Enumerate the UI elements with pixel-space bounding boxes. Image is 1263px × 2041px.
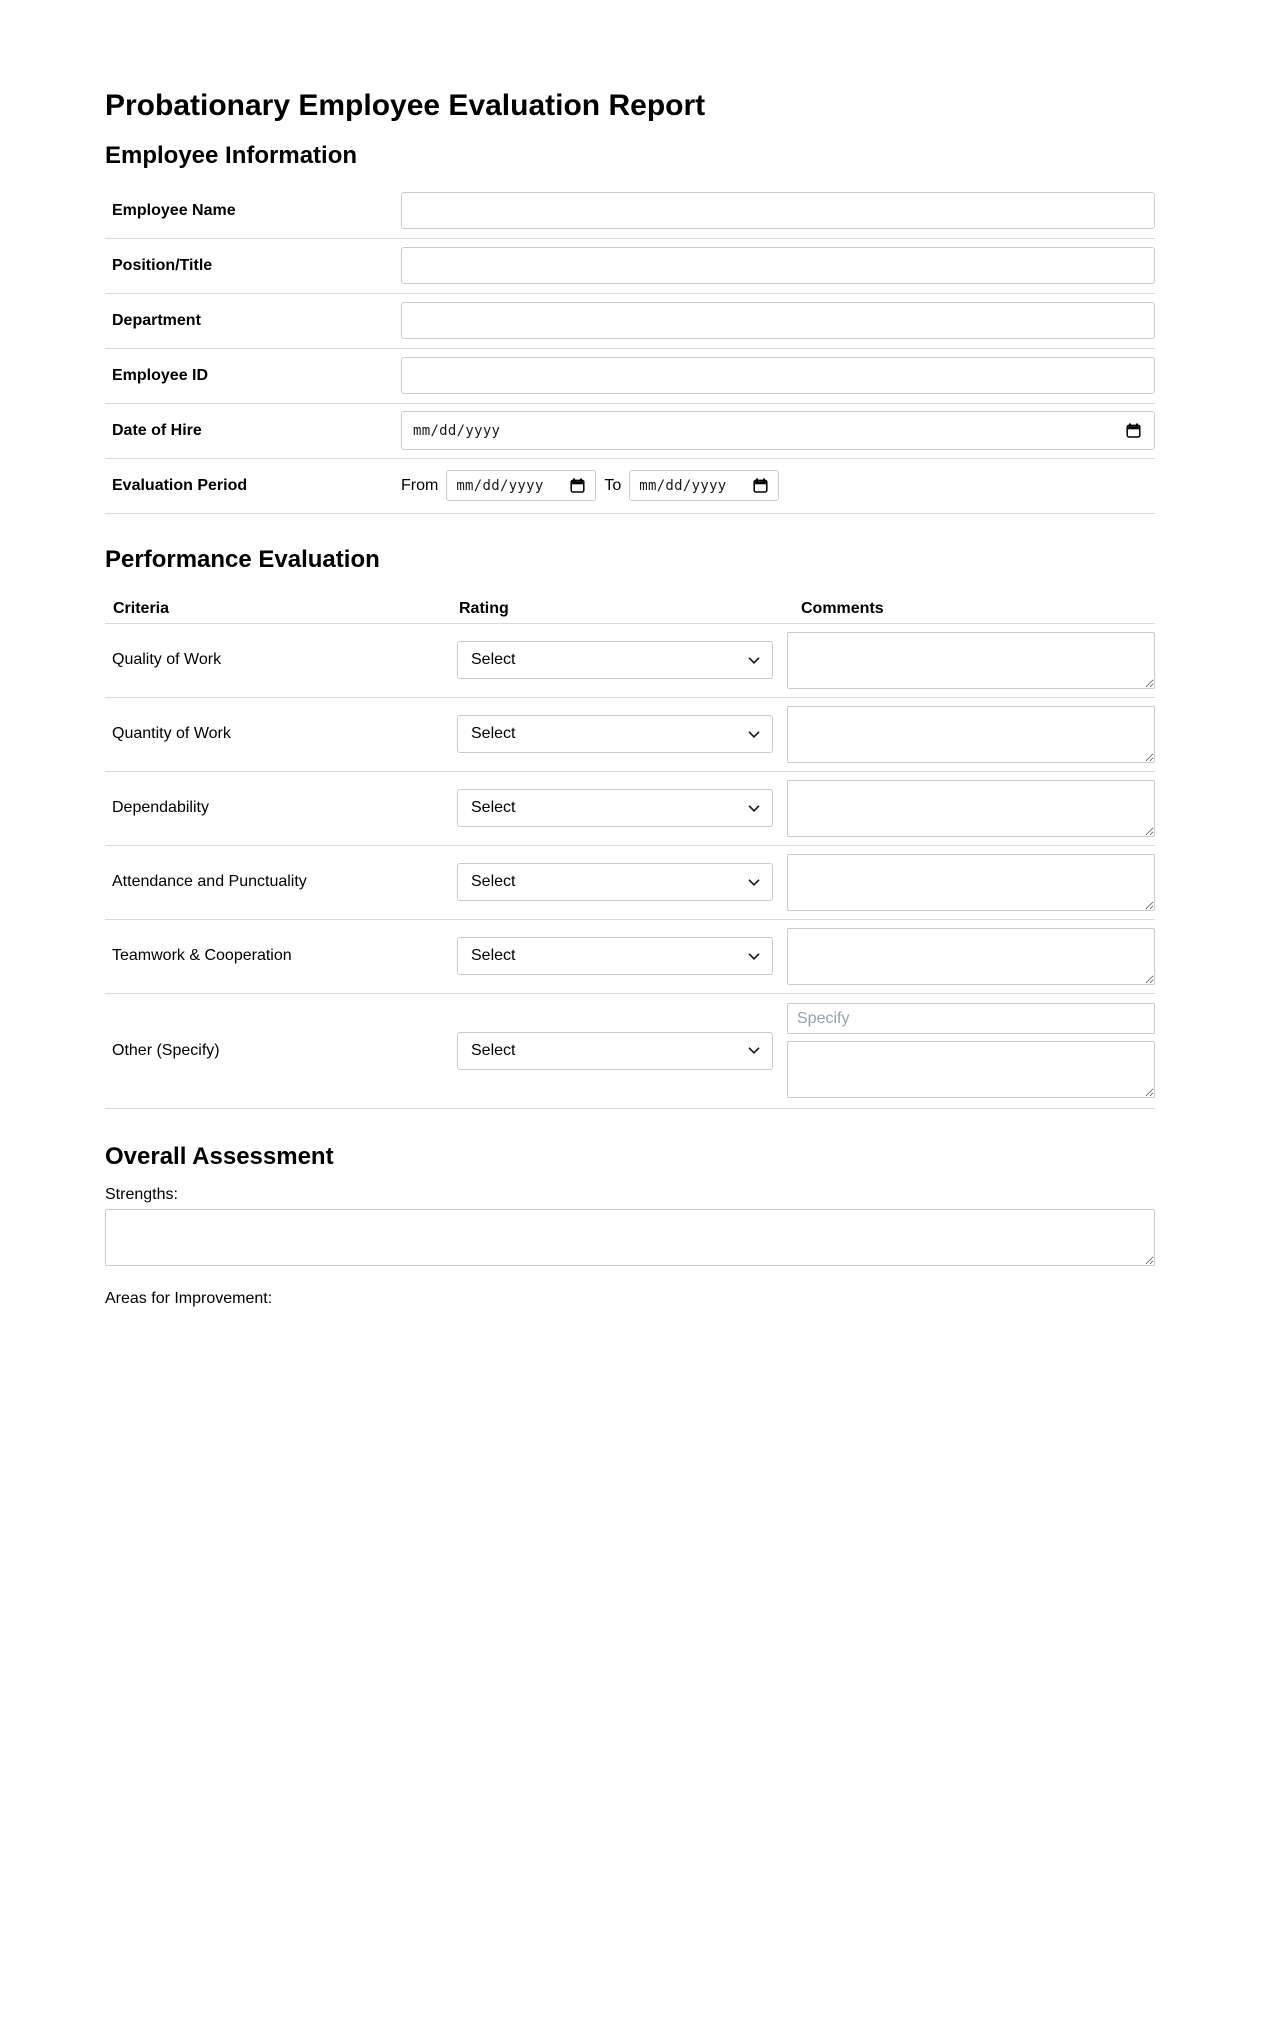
department-row	[105, 294, 1155, 349]
employee-name-label: Employee Name	[112, 201, 236, 219]
to-label: To	[604, 476, 622, 494]
chevron-down-icon	[748, 731, 760, 738]
evaluation-period-label: Evaluation Period	[112, 476, 248, 494]
rating-column-header: Rating	[459, 599, 509, 617]
position-title-input[interactable]	[401, 247, 1155, 284]
rating-cell	[457, 863, 787, 901]
employee-name-input[interactable]	[401, 192, 1155, 229]
comments-textarea[interactable]	[787, 1041, 1155, 1098]
criteria-row-other-specify	[105, 994, 1155, 1109]
calendar-icon[interactable]	[1126, 423, 1141, 438]
evaluation-period-to-input[interactable]	[629, 470, 779, 501]
criteria-label: Attendance and Punctuality	[112, 873, 307, 891]
criteria-label: Dependability	[112, 799, 209, 817]
position-title-label: Position/Title	[112, 256, 213, 274]
performance-evaluation-heading: Performance Evaluation	[105, 545, 380, 573]
date-placeholder: mm/dd/yyyy	[456, 477, 544, 494]
employee-id-label: Employee ID	[112, 366, 209, 384]
rating-select[interactable]	[457, 937, 773, 975]
comments-textarea[interactable]	[787, 706, 1155, 763]
chevron-down-icon	[748, 805, 760, 812]
comments-textarea[interactable]	[787, 854, 1155, 911]
criteria-row-teamwork-cooperation	[105, 920, 1155, 994]
comments-cell	[787, 928, 1155, 985]
rating-cell	[457, 641, 787, 679]
page-title: Probationary Employee Evaluation Report	[105, 89, 706, 122]
rating-select-value: Select	[471, 873, 516, 891]
specify-input[interactable]	[787, 1003, 1155, 1034]
rating-select[interactable]	[457, 641, 773, 679]
criteria-label: Teamwork & Cooperation	[112, 947, 292, 965]
comments-textarea[interactable]	[787, 928, 1155, 985]
criteria-label: Quantity of Work	[112, 725, 231, 743]
rating-cell	[457, 789, 787, 827]
employee-id-row	[105, 349, 1155, 404]
criteria-label: Quality of Work	[112, 651, 222, 669]
comments-column-header: Comments	[801, 599, 884, 617]
date-placeholder: mm/dd/yyyy	[413, 422, 501, 439]
comments-textarea[interactable]	[787, 780, 1155, 837]
form-page	[105, 88, 1155, 1308]
evaluation-period-cell	[401, 470, 1155, 501]
comments-textarea[interactable]	[787, 632, 1155, 689]
from-label: From	[401, 476, 439, 494]
date-of-hire-label: Date of Hire	[112, 421, 202, 439]
calendar-icon[interactable]	[570, 478, 585, 493]
rating-cell	[457, 715, 787, 753]
employee-id-input[interactable]	[401, 357, 1155, 394]
date-of-hire-input[interactable]	[401, 411, 1155, 450]
position-title-row	[105, 239, 1155, 294]
chevron-down-icon	[748, 953, 760, 960]
chevron-down-icon	[748, 1047, 760, 1054]
criteria-row-quality-of-work	[105, 624, 1155, 698]
overall-assessment-heading: Overall Assessment	[105, 1142, 334, 1170]
criteria-row-quantity-of-work	[105, 698, 1155, 772]
department-cell	[401, 302, 1155, 339]
rating-cell	[457, 1032, 787, 1070]
rating-select[interactable]	[457, 789, 773, 827]
rating-select-value: Select	[471, 651, 516, 669]
performance-evaluation-table	[105, 595, 1155, 1109]
employee-information-table	[105, 184, 1155, 514]
date-of-hire-row	[105, 404, 1155, 459]
rating-cell	[457, 937, 787, 975]
strengths-label: Strengths:	[105, 1186, 178, 1204]
criteria-column-header: Criteria	[113, 599, 170, 617]
chevron-down-icon	[748, 879, 760, 886]
criteria-row-dependability	[105, 772, 1155, 846]
rating-select[interactable]	[457, 715, 773, 753]
comments-cell	[787, 1003, 1155, 1098]
performance-table-header	[105, 595, 1155, 624]
employee-id-cell	[401, 357, 1155, 394]
date-placeholder: mm/dd/yyyy	[639, 477, 727, 494]
employee-name-row	[105, 184, 1155, 239]
rating-select-value: Select	[471, 799, 516, 817]
calendar-icon[interactable]	[753, 478, 768, 493]
rating-select-value: Select	[471, 725, 516, 743]
employee-name-cell	[401, 192, 1155, 229]
rating-select[interactable]	[457, 1032, 773, 1070]
comments-cell	[787, 632, 1155, 689]
evaluation-period-row	[105, 459, 1155, 514]
areas-for-improvement-label: Areas for Improvement:	[105, 1290, 273, 1308]
comments-cell	[787, 706, 1155, 763]
date-of-hire-cell	[401, 411, 1155, 450]
strengths-textarea[interactable]	[105, 1209, 1155, 1266]
comments-cell	[787, 854, 1155, 911]
comments-cell	[787, 780, 1155, 837]
department-input[interactable]	[401, 302, 1155, 339]
criteria-row-attendance-punctuality	[105, 846, 1155, 920]
evaluation-period-from-input[interactable]	[446, 470, 596, 501]
department-label: Department	[112, 311, 201, 329]
criteria-label: Other (Specify)	[112, 1041, 220, 1059]
employee-information-heading: Employee Information	[105, 142, 358, 169]
position-title-cell	[401, 247, 1155, 284]
rating-select[interactable]	[457, 863, 773, 901]
chevron-down-icon	[748, 657, 760, 664]
rating-select-value: Select	[471, 947, 516, 965]
rating-select-value: Select	[471, 1041, 516, 1059]
